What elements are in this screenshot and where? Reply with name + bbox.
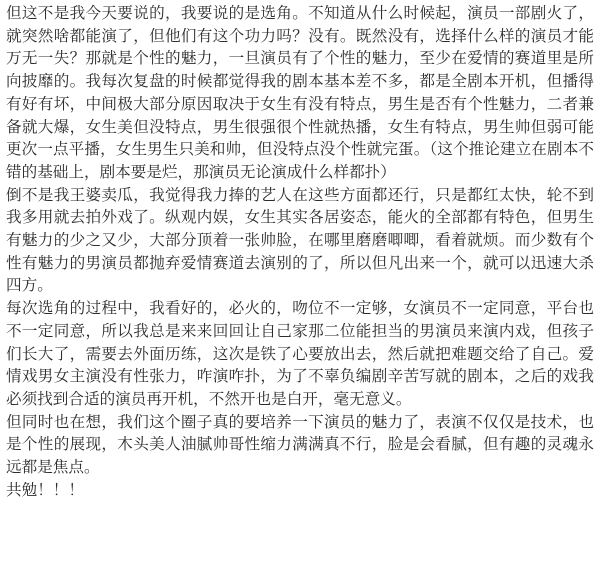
paragraph-closing: 共勉！！！: [6, 480, 84, 499]
paragraph-actor-charm: 倒不是我王婆卖瓜，我觉得我力捧的艺人在这些方面都还行，只是都红太快，轮不到我多用就去拍外戏了。纵观内娱，女生其实各居姿态，能火的全部都有特色，但男生有魅力的少之又少，大部分顶着一张帅脸，在哪里磨磨唧唧，看着就烦。而少数有个性有魅力的男演员都抛弃爱情赛道去演别的了，所以但凡出来一个，就可以迅速大杀四方。: [6, 185, 594, 295]
paragraph-casting-process: 每次选角的过程中，我看好的，必火的，吻位不一定够，女演员不一定同意，平台也不一定同意，所以我总是来来回回让自己家那二位能担当的男演员来演内戏，但孩子们长大了，需要去外面历练，这次是铁了心要放出去，然后就把难题交给了自己。爱情戏男女主演没有性张力，咋演咋扑，为了不辜负编剧辛苦写就的剧本，之后的戏我必须找到合适的演员再开机，不然开也是白开，毫无意义。: [6, 299, 594, 408]
paragraph-casting-intro: 但这不是我今天要说的，我要说的是选角。不知道从什么时候起，演员一部剧火了，就突然啥都能演了，但他们有这个功力吗？没有。既然没有，选择什么样的演员才能万无一失？那就是个性的魅力，一旦演员有了个性的魅力，至少在爱情的赛道里是所向披靡的。我每次复盘的时候都觉得我的剧本基本差不多，都是全剧本开机，但播得有好有坏，中间极大部分原因取决于女生有没有特点，男生是否有个性魅力，二者兼备就大爆，女生美但没特点，男生很强很个性就热播，女生有特点，男生帅但弱可能更次一点平播，女生男生只美和帅，但没特点没个性就完蛋。（这个推论建立在剧本不错的基础上，剧本要是烂，那演员无论演成什么样都扑）: [6, 4, 594, 181]
paragraph-cultivate-charm: 但同时也在想，我们这个圈子真的要培养一下演员的魅力了，表演不仅仅是技术，也是个性的展现，木头美人油腻帅哥性缩力满满真不行，脸是会看腻，但有趣的灵魂永远都是焦点。: [6, 412, 594, 477]
